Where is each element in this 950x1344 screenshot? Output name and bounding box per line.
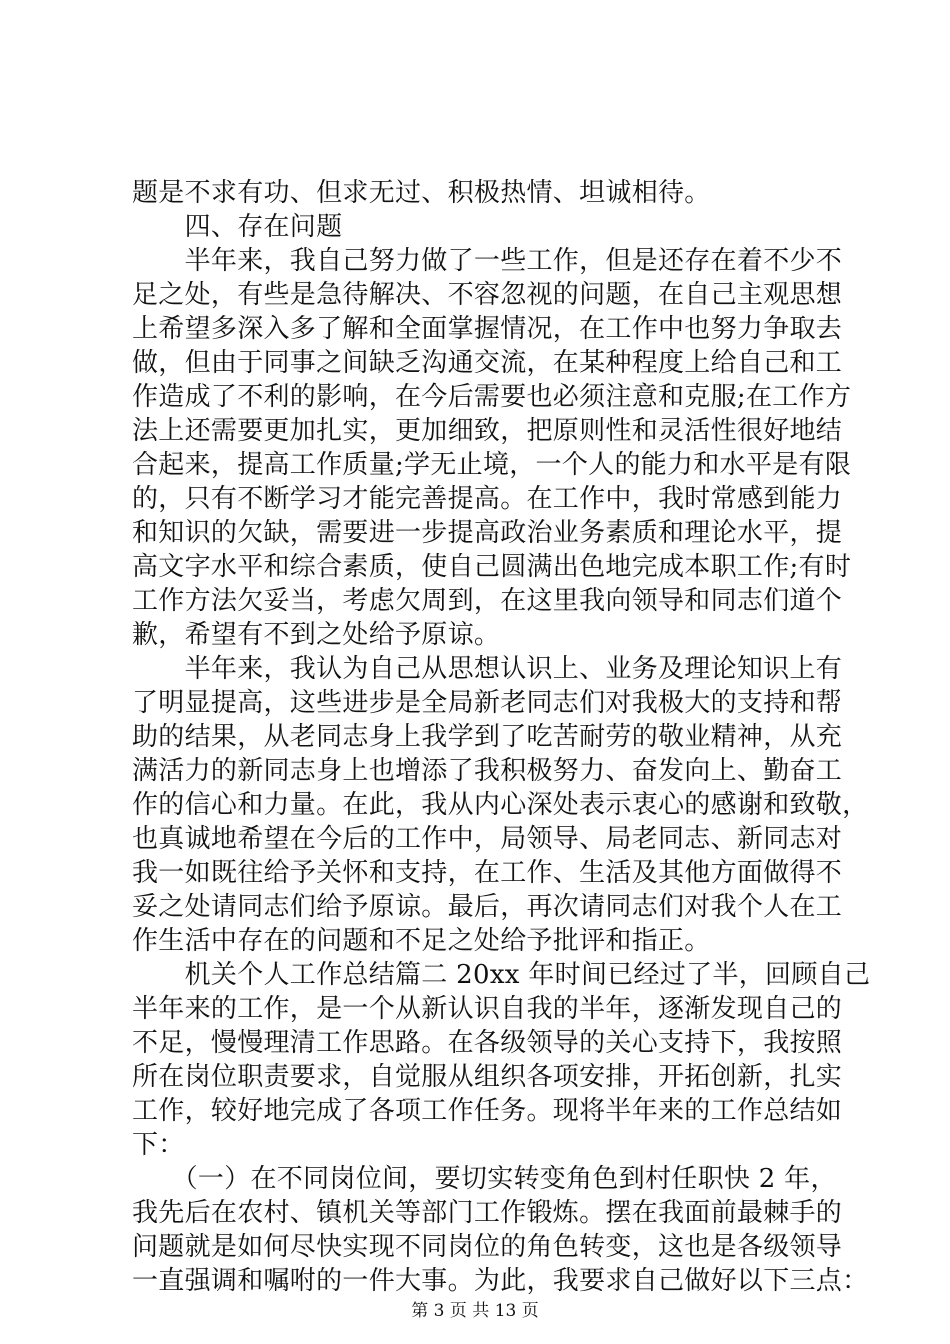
body-text-line: 妥之处请同志们给予原谅。最后，再次请同志们对我个人在工 (132, 892, 843, 922)
body-text-line: 半年来的工作，是一个从新认识自我的半年，逐渐发现自己的 (132, 994, 843, 1024)
body-text-line: 工作方法欠妥当，考虑欠周到，在这里我向领导和同志们道个 (132, 586, 843, 616)
body-text-line: 题是不求有功、但求无过、积极热情、坦诚相待。 (132, 178, 711, 208)
body-text-line: 法上还需要更加扎实，更加细致，把原则性和灵活性很好地结 (132, 416, 843, 446)
body-text-line: 作的信心和力量。在此，我从内心深处表示衷心的感谢和致敬， (132, 790, 869, 820)
body-text-line: 机关个人工作总结篇二 20xx 年时间已经过了半，回顾自己 (132, 960, 871, 990)
body-text-line: 不足，慢慢理清工作思路。在各级领导的关心支持下，我按照 (132, 1028, 843, 1058)
body-text-line: 工作，较好地完成了各项工作任务。现将半年来的工作总结如 (132, 1096, 843, 1126)
body-text-line: 足之处，有些是急待解决、不容忽视的问题，在自己主观思想 (132, 280, 843, 310)
body-text-line: （一）在不同岗位间，要切实转变角色到村任职快 2 年， (132, 1164, 837, 1194)
body-text-line: 半年来，我自己努力做了一些工作，但是还存在着不少不 (132, 246, 843, 276)
body-text-line: 高文字水平和综合素质，使自己圆满出色地完成本职工作;有时 (132, 552, 852, 582)
section-heading: 四、存在问题 (132, 212, 343, 242)
body-text-line: 也真诚地希望在今后的工作中，局领导、局老同志、新同志对 (132, 824, 843, 854)
body-text-line: 作生活中存在的问题和不足之处给予批评和指正。 (132, 926, 711, 956)
body-text-line: 的，只有不断学习才能完善提高。在工作中，我时常感到能力 (132, 484, 843, 514)
body-text-line: 一直强调和嘱咐的一件大事。为此，我要求自己做好以下三点： (132, 1266, 869, 1296)
body-text-line: 下： (132, 1130, 185, 1160)
body-text-line: 上希望多深入多了解和全面掌握情况，在工作中也努力争取去 (132, 314, 843, 344)
body-text-line: 我先后在农村、镇机关等部门工作锻炼。摆在我面前最棘手的 (132, 1198, 843, 1228)
body-text-line: 做，但由于同事之间缺乏沟通交流，在某种程度上给自己和工 (132, 348, 843, 378)
body-text-line: 了明显提高，这些进步是全局新老同志们对我极大的支持和帮 (132, 688, 843, 718)
body-text-line: 和知识的欠缺，需要进一步提高政治业务素质和理论水平，提 (132, 518, 843, 548)
body-text-line: 助的结果，从老同志身上我学到了吃苦耐劳的敬业精神，从充 (132, 722, 843, 752)
body-text-line: 我一如既往给予关怀和支持，在工作、生活及其他方面做得不 (132, 858, 843, 888)
page-footer: 第 3 页 共 13 页 (411, 1301, 539, 1321)
body-text-line: 合起来，提高工作质量;学无止境，一个人的能力和水平是有限 (132, 450, 852, 480)
body-text-line: 满活力的新同志身上也增添了我积极努力、奋发向上、勤奋工 (132, 756, 843, 786)
body-text-line: 歉，希望有不到之处给予原谅。 (132, 620, 501, 650)
body-text-line: 所在岗位职责要求，自觉服从组织各项安排，开拓创新，扎实 (132, 1062, 843, 1092)
body-text-line: 问题就是如何尽快实现不同岗位的角色转变，这也是各级领导 (132, 1232, 843, 1262)
body-text-line: 作造成了不利的影响，在今后需要也必须注意和克服;在工作方 (132, 382, 852, 412)
body-text-line: 半年来，我认为自己从思想认识上、业务及理论知识上有 (132, 654, 843, 684)
